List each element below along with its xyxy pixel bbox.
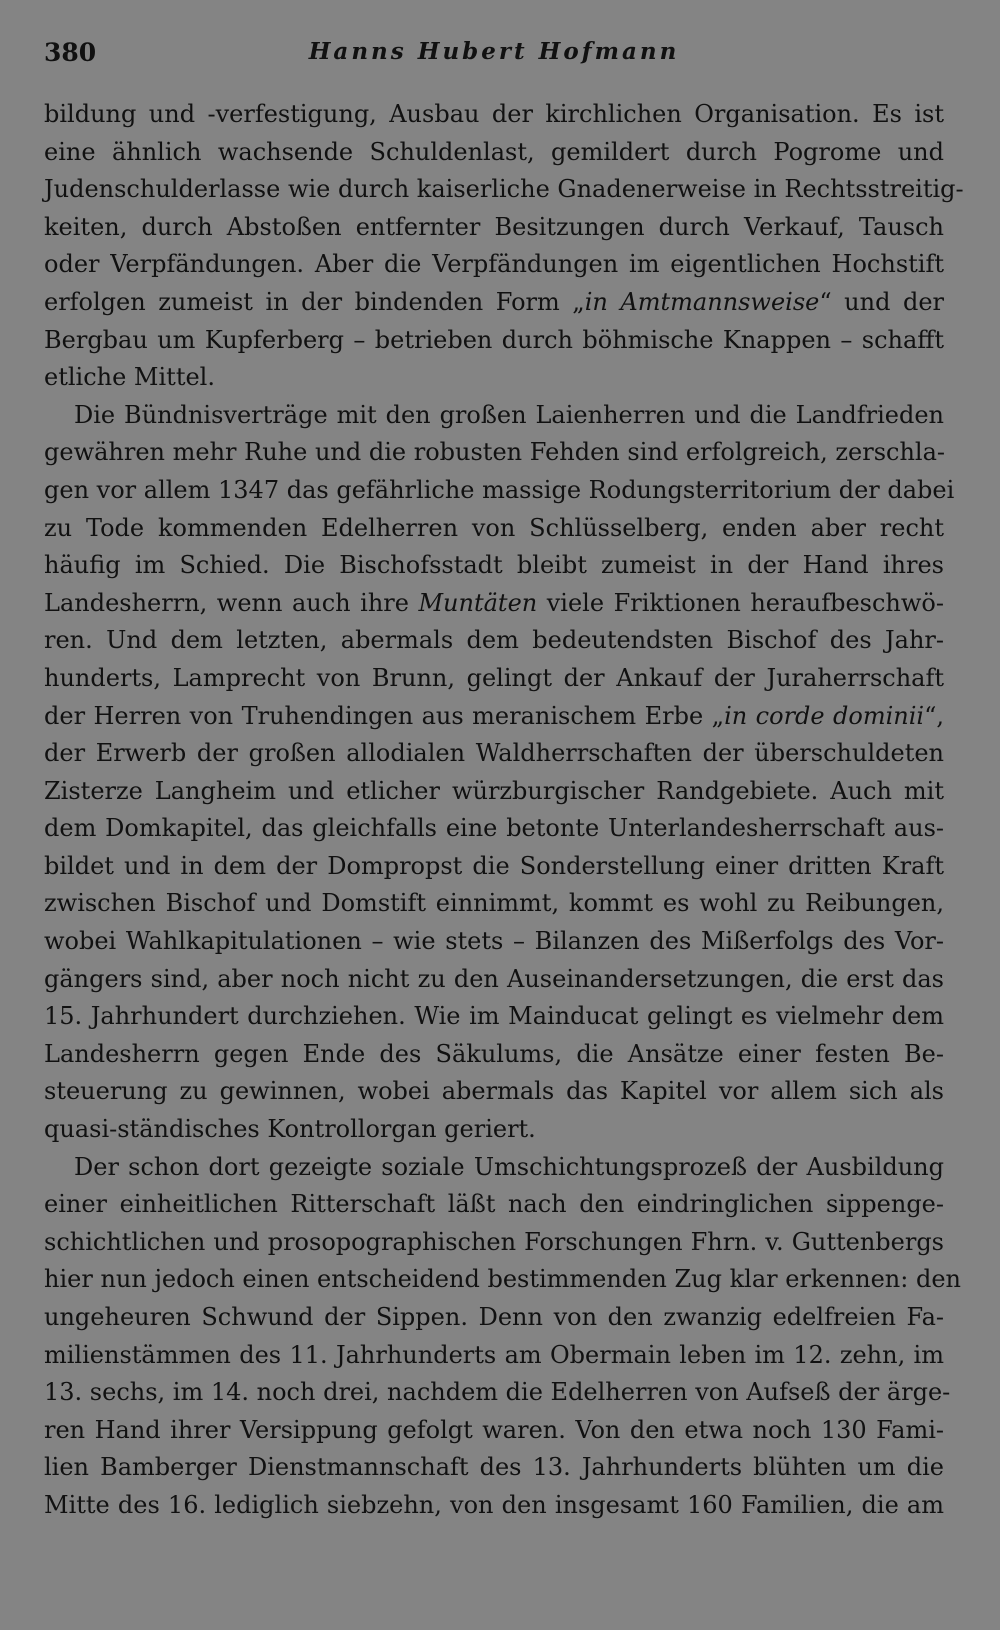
text-line: dem Domkapitel, das gleichfalls eine betonte Unterlandesherrschaft aus- (44, 814, 944, 843)
text-line: Mitte des 16. lediglich siebzehn, von den insgesamt 160 Familien, die am (44, 1490, 944, 1519)
text-line: milienstämmen des 11. Jahrhunderts am Obermain leben im 12. zehn, im (44, 1340, 944, 1369)
italic-term: in corde dominii (724, 701, 925, 730)
text-line: der Erwerb der großen allodialen Waldherrschaften der überschuldeten (44, 739, 944, 768)
text-line: hier nun jedoch einen entscheidend bestimmenden Zug klar erkennen: den (44, 1265, 961, 1294)
text-line: bildet und in dem der Dompropst die Sonderstellung einer dritten Kraft (44, 851, 944, 880)
text-line: gängers sind, aber noch nicht zu den Auseinandersetzungen, die erst das (44, 964, 944, 993)
text-line: Die Bündnisverträge mit den großen Laienherren und die Landfrieden (74, 400, 944, 429)
text-line: gewähren mehr Ruhe und die robusten Fehden sind erfolgreich, zerschla- (44, 438, 946, 467)
text-line: gen vor allem 1347 das gefährliche massige Rodungsterritorium der dabei (44, 475, 955, 504)
text-line: hunderts, Lamprecht von Brunn, gelingt der Ankauf der Juraherrschaft (44, 663, 944, 692)
text-line: ren. Und dem letzten, abermals dem bedeutendsten Bischof des Jahr- (44, 626, 944, 655)
text-line (44, 585, 944, 623)
text-line: Zisterze Langheim und etlicher würzburgischer Randgebiete. Auch mit (44, 776, 944, 805)
italic-term: in Amtmannsweise (584, 287, 820, 316)
text-line: bildung und -verfestigung, Ausbau der kirchlichen Organisation. Es ist (44, 100, 944, 128)
text-segment: viele Friktionen heraufbeschwö- (537, 588, 944, 617)
page-header (44, 34, 944, 74)
text-line: etliche Mittel. (44, 363, 215, 392)
text-line: schichtlichen und prosopographischen Forschungen Fhrn. v. Guttenbergs (44, 1227, 944, 1256)
italic-term: Muntäten (418, 588, 538, 617)
text-line: wobei Wahlkapitulationen – wie stets – Bilanzen des Mißerfolgs des Vor- (44, 927, 944, 956)
page-number: 380 (44, 38, 97, 67)
text-line: keiten, durch Abstoßen entfernter Besitzungen durch Verkauf, Tausch (44, 212, 944, 241)
text-line (44, 698, 944, 736)
text-line: ren Hand ihrer Versippung gefolgt waren. Von den etwa noch 130 Fami- (44, 1415, 944, 1444)
text-segment: “ und der (819, 287, 945, 316)
text-line: 13. sechs, im 14. noch drei, nachdem die Edelherren von Aufseß der ärge- (44, 1378, 951, 1407)
text-line: steuerung zu gewinnen, wobei abermals das Kapitel vor allem sich als (44, 1077, 944, 1106)
text-line: eine ähnlich wachsende Schuldenlast, gemildert durch Pogrome und (44, 137, 944, 166)
text-line: Der schon dort gezeigte soziale Umschichtungsprozeß der Ausbildung (74, 1152, 944, 1181)
text-line: lien Bamberger Dienstmannschaft des 13. Jahrhunderts blühten um die (44, 1453, 944, 1482)
text-line (44, 284, 944, 322)
text-segment: der Herren von Truhendingen aus meranischem Erbe „ (44, 701, 725, 730)
text-line: häufig im Schied. Die Bischofsstadt bleibt zumeist in der Hand ihres (44, 551, 944, 580)
body-text (44, 96, 964, 1525)
text-line: Judenschulderlasse wie durch kaiserliche Gnadenerweise in Rechtsstreitig- (44, 175, 964, 204)
text-line: ungeheuren Schwund der Sippen. Denn von den zwanzig edelfreien Fa- (44, 1303, 944, 1331)
text-segment: “, (924, 701, 945, 730)
running-head-author: Hanns Hubert Hofmann (308, 38, 680, 65)
text-segment: erfolgen zumeist in der bindenden Form „ (44, 287, 585, 316)
text-line: quasi-ständisches Kontrollorgan geriert. (44, 1115, 536, 1144)
text-line: einer einheitlichen Ritterschaft läßt nach den eindringlichen sippenge- (44, 1190, 944, 1219)
text-line: zu Tode kommenden Edelherren von Schlüsselberg, enden aber recht (44, 513, 944, 542)
text-line: Bergbau um Kupferberg – betrieben durch böhmische Knappen – schafft (44, 325, 944, 354)
text-line: zwischen Bischof und Domstift einnimmt, kommt es wohl zu Reibungen, (44, 889, 944, 918)
text-segment: Landesherrn, wenn auch ihre (44, 588, 419, 617)
text-line: oder Verpfändungen. Aber die Verpfändungen im eigentlichen Hochstift (44, 250, 944, 279)
text-line: Landesherrn gegen Ende des Säkulums, die Ansätze einer festen Be- (44, 1039, 944, 1068)
text-line: 15. Jahrhundert durchziehen. Wie im Mainducat gelingt es vielmehr dem (44, 1002, 944, 1031)
